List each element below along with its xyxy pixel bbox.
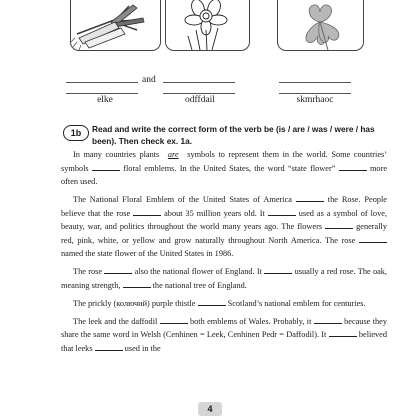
- answer-line-leek[interactable]: [66, 82, 138, 83]
- answer-gap[interactable]: [95, 342, 123, 351]
- answer-line-leek-2[interactable]: [66, 93, 138, 94]
- scrambled-word-leek: elke: [97, 95, 113, 105]
- answer-line-daffodil[interactable]: [163, 82, 235, 83]
- answer-gap[interactable]: [325, 220, 353, 229]
- answer-line-shamrock[interactable]: [279, 82, 351, 83]
- answer-line-shamrock-2[interactable]: [279, 93, 351, 94]
- answer-gap[interactable]: [296, 193, 324, 202]
- daffodil-picture-box: [165, 0, 250, 51]
- leek-icon: [71, 0, 160, 50]
- example-answer: are: [167, 150, 179, 159]
- exercise-text: [61, 148, 387, 360]
- exercise-instruction: Read and write the correct form of the verb be (is / are / was / were / has been). Then check ex. 1a.: [92, 124, 375, 146]
- answer-gap[interactable]: [160, 315, 188, 324]
- scrambled-word-shamrock: skmrhaoc: [296, 95, 334, 105]
- and-connector: and: [142, 75, 156, 85]
- answer-gap[interactable]: [123, 279, 151, 288]
- paragraph-3: The rose also the national flower of England. It usually a red rose. The oak, meaning strength, the national tree of England.: [61, 267, 387, 290]
- answer-gap[interactable]: [359, 234, 387, 243]
- answer-gap[interactable]: [329, 328, 357, 337]
- shamrock-icon: [278, 0, 363, 50]
- leek-picture-box: [70, 0, 161, 51]
- paragraph-2: The National Floral Emblem of the United States of America the Rose. People believe that the rose about 35 million years old. It used as a symbol of love, beauty, war, and politics throughout the world many years ago. The flowers generally red, pink, white, or yellow and grow naturally throughout North America. The rose named the state flower of the United States in 1986.: [61, 195, 387, 258]
- exercise-number-badge: 1b: [63, 125, 89, 141]
- answer-gap[interactable]: [264, 265, 292, 274]
- answer-gap[interactable]: [339, 162, 367, 171]
- paragraph-5: The leek and the daffodil both emblems of Wales. Probably, it because they share the same word in Welsh (Cenhinen = Leek, Cenhinen Pedr = Daffodil). It believed that leeks used in the: [61, 316, 388, 353]
- answer-gap[interactable]: [314, 315, 342, 324]
- shamrock-picture-box: [277, 0, 364, 51]
- scrambled-word-daffodil: odffdail: [185, 95, 215, 105]
- answer-gap[interactable]: [198, 297, 226, 306]
- paragraph-1: In many countries plants are symbols to represent them in the world. Some countries’ symbols floral emblems. In the United States, the word “state flower” more often used.: [61, 150, 388, 186]
- daffodil-icon: [166, 0, 249, 50]
- page-number: 4: [198, 402, 222, 416]
- answer-line-daffodil-2[interactable]: [163, 93, 235, 94]
- answer-gap[interactable]: [133, 207, 161, 216]
- answer-gap[interactable]: [268, 207, 296, 216]
- answer-gap[interactable]: [104, 265, 132, 274]
- answer-gap[interactable]: [92, 162, 120, 171]
- paragraph-4: The prickly (колючий) purple thistle Scotland’s national emblem for centuries.: [73, 298, 366, 308]
